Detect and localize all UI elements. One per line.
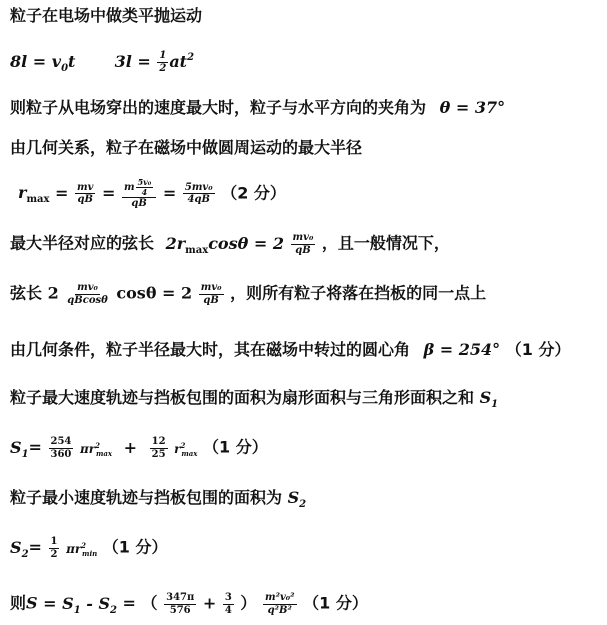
score-1pt-d: （1 分） <box>303 593 368 613</box>
fraction-1-2: $\frac{1}{2}$ <box>50 536 58 560</box>
line-7-chord-general: 弦长 2 $\frac{\text{mv₀}}{qBcos\theta}$ cosθ = 2 $\frac{\text{mv₀}}{qB}$ ，则所有粒子将落在挡板的同一点上 <box>10 282 487 306</box>
eq-horizontal: $8l = v_0t$ <box>10 51 76 74</box>
fraction-mv0-qb: $\frac{\text{mv₀}}{qB}$ <box>292 232 314 256</box>
line-5-radius: $r_{max}$ = $\frac{mv}{qB}$ = m $\frac{\text{5v₀}}{4}$ qB = $\frac{\text{5mv₀}}{4qB}$ （2 分） <box>18 177 286 210</box>
fraction-nested: m $\frac{\text{5v₀}}{4}$ qB <box>122 178 156 210</box>
s2-symbol: $S_2$ <box>287 488 307 510</box>
fraction-347pi-576: $\frac{347\pi}{576}$ <box>166 592 195 616</box>
s1-symbol: $S_1$ <box>479 388 499 410</box>
line-4 <box>10 140 362 156</box>
fraction-12-25: $\frac{12}{25}$ <box>151 436 166 460</box>
fraction-3-4: $\frac{3}{4}$ <box>224 592 232 616</box>
text-geometry-radius: 由几何关系，粒子在磁场中做圆周运动的最大半径 <box>10 138 363 157</box>
text-central-angle: 由几何条件，粒子半径最大时，其在磁场中转过的圆心角 <box>10 340 411 359</box>
line-8 <box>10 342 570 358</box>
text-electric-field-motion: 粒子在电场中做类平抛运动 <box>10 6 203 25</box>
score-1pt-c: （1 分） <box>102 537 168 557</box>
score-2pts: （2 分） <box>221 183 286 203</box>
line-11 <box>10 490 306 510</box>
fraction-5mv0-4qb: $\frac{\text{5mv₀}}{4qB}$ <box>184 181 213 206</box>
line-10-s1: $S_1=$ $\frac{254}{360}$ $\pi r^2_{max}$ + $\frac{12}{25}$ $r^2_{max}$ （1 分） <box>10 436 268 460</box>
fraction-half: $\frac{1}{2}$ <box>159 50 167 74</box>
eq-vertical: 3l = $\frac{1}{2}$ $at^2$ <box>114 50 195 74</box>
score-1pt-a: （1 分） <box>505 340 571 359</box>
fraction-254-360: $\frac{254}{360}$ <box>50 436 72 460</box>
line-12-s2: $S_2=$ $\frac{1}{2}$ $\pi r^2_{min}$ （1 分） <box>10 536 168 560</box>
line-1 <box>10 8 202 24</box>
line-13-result: 则$S = S_1 - S_2$ = （ $\frac{347\pi}{576}$ + $\frac{3}{4}$ ） $\frac{\text{m²v₀²}}{\text{q²B²}}$ （1 分） <box>10 592 368 616</box>
line-3 <box>10 100 505 116</box>
r-max-symbol: $r_{max}$ <box>18 183 50 206</box>
fraction-m2v02-q2b2: $\frac{\text{m²v₀²}}{\text{q²B²}}$ <box>265 592 295 616</box>
fraction-mv-qb: $\frac{mv}{qB}$ <box>77 181 94 206</box>
score-1pt-b: （1 分） <box>203 437 268 457</box>
text-chord-max: 最大半径对应的弦长 <box>10 233 155 253</box>
fraction-mv0-qb-2: $\frac{\text{mv₀}}{qB}$ <box>200 282 222 306</box>
line-6-chord: 最大半径对应的弦长 $2r_{max}\cos\theta = 2$ $\frac{\text{mv₀}}{qB}$ ，且一般情况下， <box>10 232 450 256</box>
eq-theta: θ = 37° <box>439 98 506 117</box>
text-max-speed-angle: 则粒子从电场穿出的速度最大时，粒子与水平方向的夹角为 <box>10 98 427 117</box>
fraction-mv0-qbcos: $\frac{\text{mv₀}}{qBcos\theta}$ <box>67 282 108 306</box>
eq-chord: $2r_{max}\cos\theta = 2$ <box>165 233 284 256</box>
text-area-s1: 粒子最大速度轨迹与挡板包围的面积为扇形面积与三角形面积之和 <box>10 388 475 407</box>
line-9 <box>10 390 498 410</box>
text-area-s2: 粒子最小速度轨迹与挡板包围的面积为 <box>10 488 283 507</box>
line-2-equations <box>10 50 194 74</box>
eq-beta: β = 254° <box>423 340 501 359</box>
